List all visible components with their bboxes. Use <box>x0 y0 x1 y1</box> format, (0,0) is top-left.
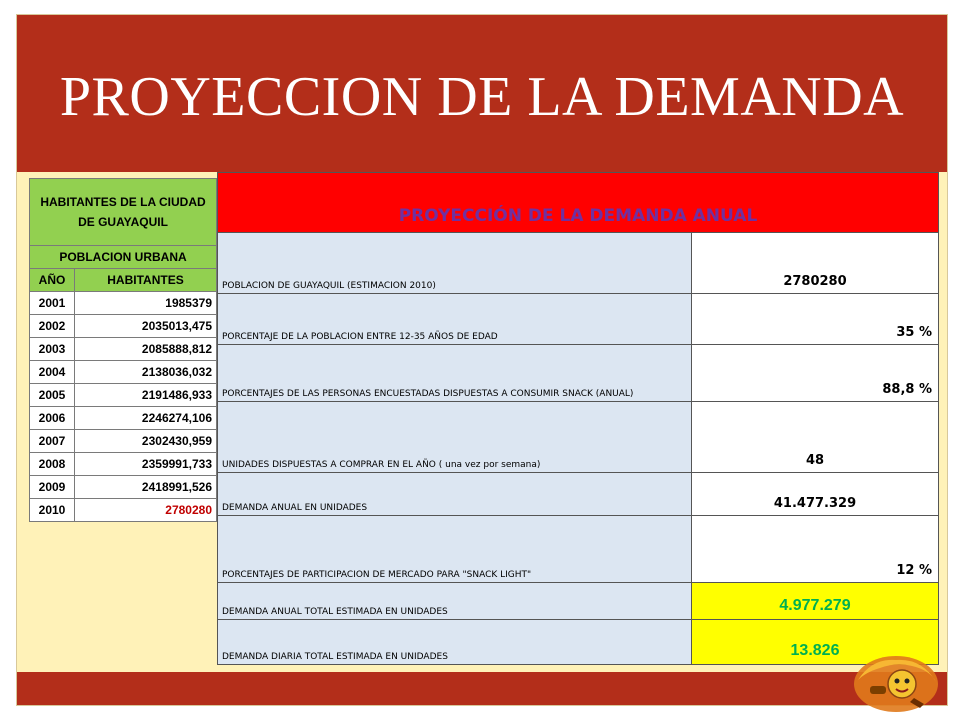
table-row <box>30 338 217 361</box>
year-cell: 2005 <box>30 384 75 407</box>
row-label: PORCENTAJES DE PARTICIPACION DE MERCADO PARA "SNACK LIGHT" <box>218 516 692 583</box>
row-label: DEMANDA ANUAL TOTAL ESTIMADA EN UNIDADES <box>218 583 692 620</box>
demand-table-title: PROYECCIÓN DE LA DEMANDA ANUAL <box>218 173 939 233</box>
table-row <box>218 583 939 620</box>
table-row <box>218 233 939 294</box>
row-value: 48 <box>692 402 939 473</box>
year-cell: 2008 <box>30 453 75 476</box>
table-row <box>218 402 939 473</box>
year-cell: 2002 <box>30 315 75 338</box>
table-row <box>30 315 217 338</box>
row-label: POBLACION DE GUAYAQUIL (ESTIMACION 2010) <box>218 233 692 294</box>
year-cell: 2001 <box>30 292 75 315</box>
table-row <box>218 473 939 516</box>
year-cell: 2004 <box>30 361 75 384</box>
row-label: PORCENTAJES DE LAS PERSONAS ENCUESTADAS DISPUESTAS A CONSUMIR SNACK (ANUAL) <box>218 345 692 402</box>
population-table <box>29 178 217 522</box>
row-label: DEMANDA DIARIA TOTAL ESTIMADA EN UNIDADES <box>218 620 692 665</box>
row-label: DEMANDA ANUAL EN UNIDADES <box>218 473 692 516</box>
inhabitants-cell: 2085888,812 <box>75 338 217 361</box>
year-cell: 2006 <box>30 407 75 430</box>
inhabitants-cell: 1985379 <box>75 292 217 315</box>
row-value: 88,8 % <box>692 345 939 402</box>
inhabitants-cell-highlight: 2780280 <box>75 499 217 522</box>
column-header-inhabitants: HABITANTES <box>75 269 217 292</box>
inhabitants-cell: 2418991,526 <box>75 476 217 499</box>
row-value: 35 % <box>692 294 939 345</box>
table-row <box>30 292 217 315</box>
year-cell: 2009 <box>30 476 75 499</box>
row-label: UNIDADES DISPUESTAS A COMPRAR EN EL AÑO ( una vez por semana) <box>218 402 692 473</box>
table-row <box>218 516 939 583</box>
daily-demand-result: 13.826 <box>692 620 939 665</box>
annual-demand-result: 4.977.279 <box>692 583 939 620</box>
footer-bar <box>17 672 947 705</box>
column-header-year: AÑO <box>30 269 75 292</box>
demand-projection-table <box>217 172 939 665</box>
table-row <box>218 294 939 345</box>
table-row <box>218 345 939 402</box>
table-row <box>30 361 217 384</box>
table-row <box>30 430 217 453</box>
title-bar <box>17 15 947 172</box>
table-row <box>30 476 217 499</box>
row-value: 2780280 <box>692 233 939 294</box>
inhabitants-cell: 2359991,733 <box>75 453 217 476</box>
inhabitants-cell: 2302430,959 <box>75 430 217 453</box>
inhabitants-cell: 2035013,475 <box>75 315 217 338</box>
year-cell: 2003 <box>30 338 75 361</box>
snack-mascot-logo-icon <box>852 650 940 714</box>
inhabitants-cell: 2246274,106 <box>75 407 217 430</box>
table-row <box>30 384 217 407</box>
population-table-subheader: POBLACION URBANA <box>30 246 217 269</box>
slide <box>16 14 948 706</box>
table-row <box>218 620 939 665</box>
year-cell: 2007 <box>30 430 75 453</box>
row-value: 41.477.329 <box>692 473 939 516</box>
row-value: 12 % <box>692 516 939 583</box>
row-label: PORCENTAJE DE LA POBLACION ENTRE 12-35 AÑOS DE EDAD <box>218 294 692 345</box>
population-table-header: HABITANTES DE LA CIUDAD DE GUAYAQUIL <box>30 179 217 246</box>
slide-title: PROYECCION DE LA DEMANDA <box>59 66 905 128</box>
inhabitants-cell: 2138036,032 <box>75 361 217 384</box>
inhabitants-cell: 2191486,933 <box>75 384 217 407</box>
table-row <box>30 407 217 430</box>
year-cell: 2010 <box>30 499 75 522</box>
table-row <box>30 453 217 476</box>
table-row <box>30 499 217 522</box>
